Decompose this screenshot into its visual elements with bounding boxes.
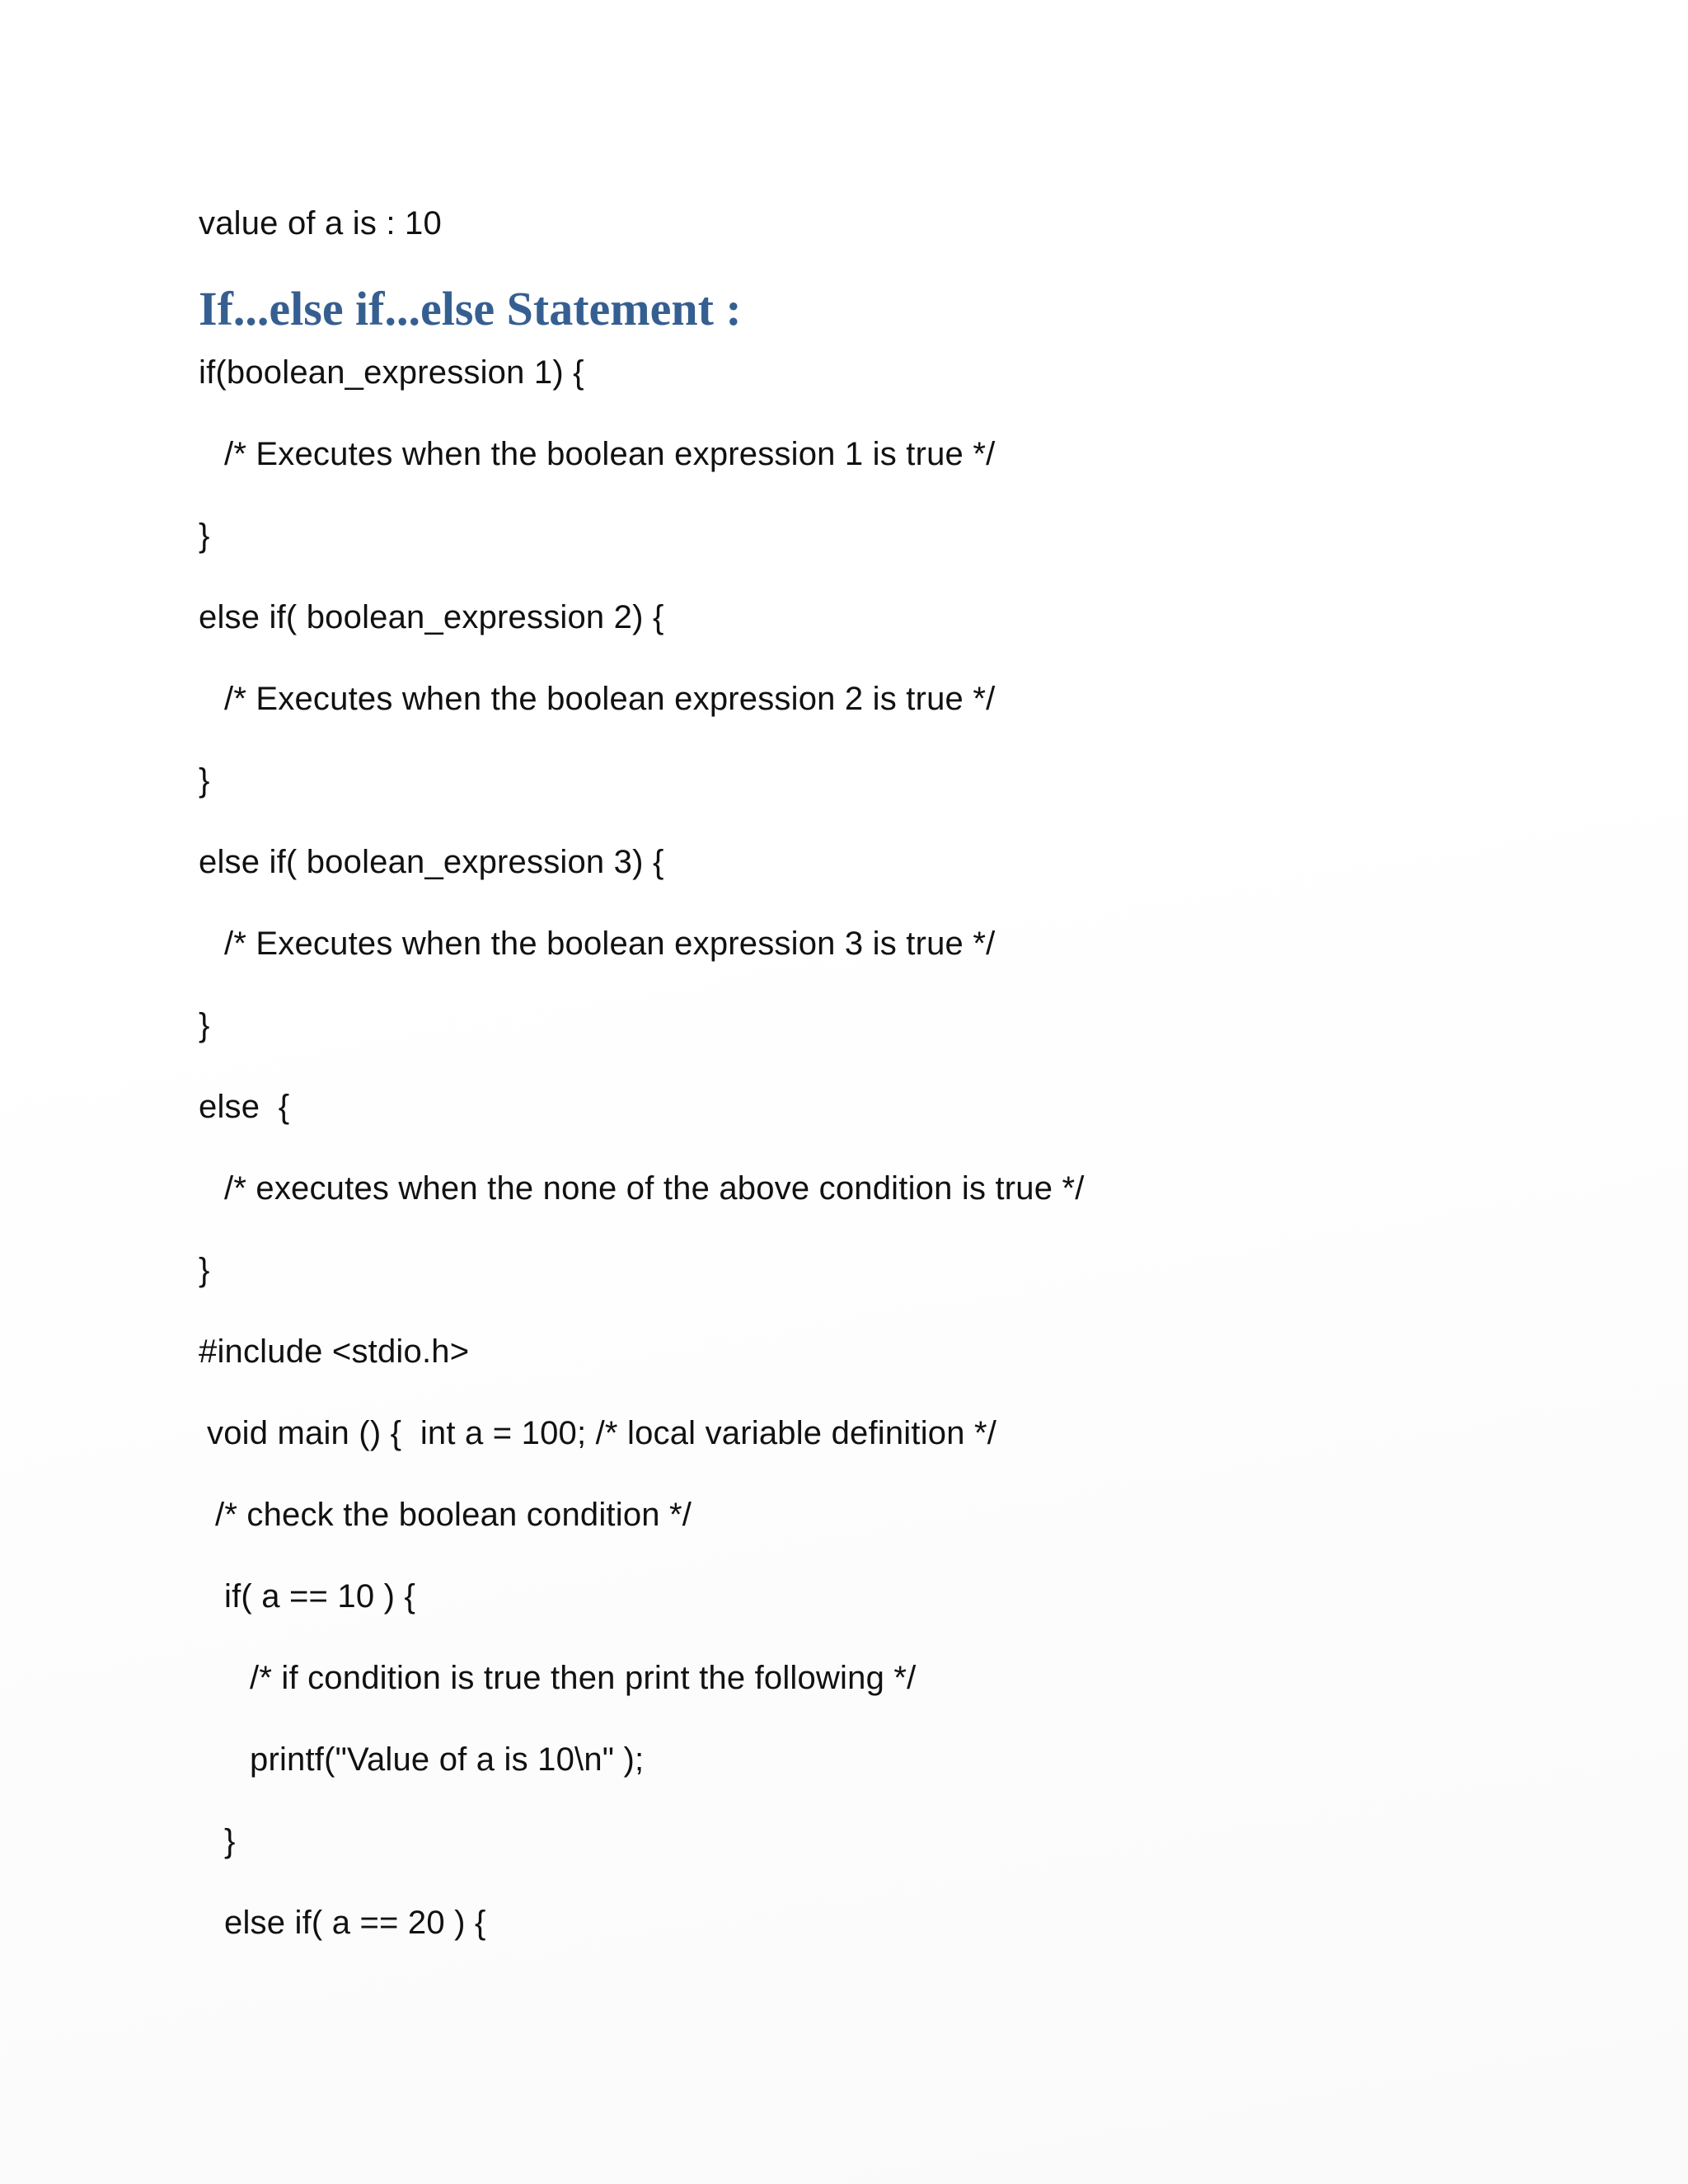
output-line: value of a is : 10 <box>199 205 442 241</box>
example-line: void main () { int a = 100; /* local variable definition */ <box>207 1415 997 1451</box>
example-line: if( a == 10 ) { <box>224 1578 416 1615</box>
syntax-line: } <box>199 1007 210 1043</box>
syntax-line: } <box>199 518 210 554</box>
example-line: } <box>224 1823 236 1859</box>
example-line: /* if condition is true then print the following */ <box>250 1660 917 1696</box>
syntax-line: /* Executes when the boolean expression 2 is true */ <box>224 681 996 717</box>
syntax-line: /* Executes when the boolean expression 3 is true */ <box>224 926 996 962</box>
section-heading: If...else if...else Statement : <box>199 282 742 335</box>
syntax-line: } <box>199 1252 210 1288</box>
syntax-line: else { <box>199 1089 290 1125</box>
syntax-line: else if( boolean_expression 2) { <box>199 599 664 635</box>
syntax-line: if(boolean_expression 1) { <box>199 354 584 391</box>
example-line: /* check the boolean condition */ <box>215 1497 692 1533</box>
example-line: printf("Value of a is 10\n" ); <box>250 1741 645 1778</box>
syntax-line: /* executes when the none of the above condition is true */ <box>224 1170 1085 1207</box>
example-line: #include <stdio.h> <box>199 1333 470 1370</box>
syntax-line: /* Executes when the boolean expression 1 is true */ <box>224 436 996 472</box>
syntax-line: else if( boolean_expression 3) { <box>199 844 664 880</box>
syntax-line: } <box>199 762 210 799</box>
example-line: else if( a == 20 ) { <box>224 1905 486 1941</box>
